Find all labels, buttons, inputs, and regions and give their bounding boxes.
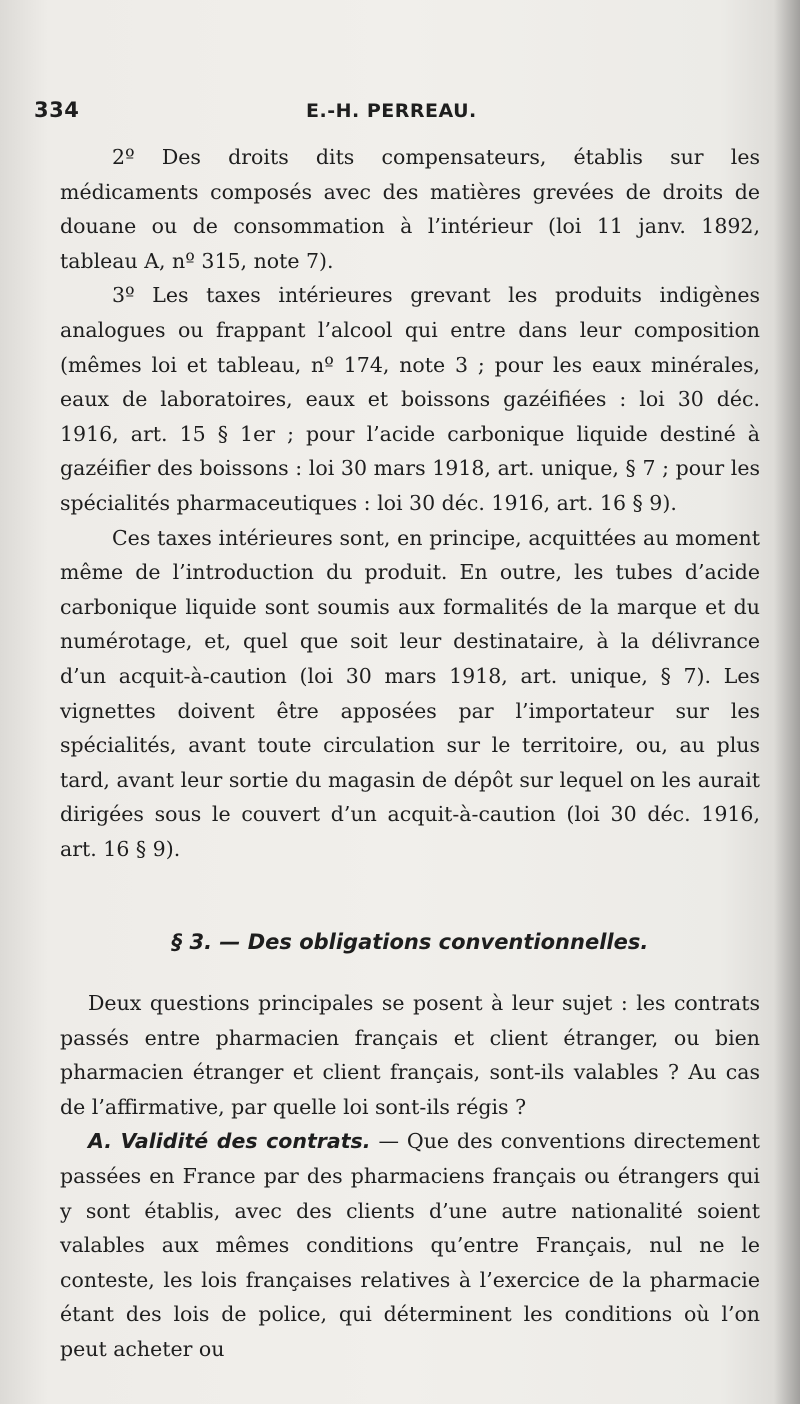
- paragraph-ces-taxes: Ces taxes intérieures sont, en principe, acquittées au moment même de l’introduction du produit. En outre, les tubes d’acide carbonique liquide sont soumis aux formalités de la marque et du numérotage, et, quel que soit leur destinataire, à la délivrance d’un acquit-à-caution (loi 30 mars 1918, art. unique, § 7). Les vignettes doivent être apposées par l’importateur sur les spécialités, avant toute circulation sur le territoire, ou, au plus tard, avant leur sortie du magasin de dépôt sur lequel on les aurait dirigées sous le couvert d’un acquit-à-caution (loi 30 déc. 1916, art. 16 § 9).: [60, 525, 760, 861]
- paragraph-validite-contrats: [60, 1124, 760, 1366]
- page-header: [34, 98, 754, 132]
- section-body-text: [60, 986, 760, 1367]
- paragraph-droits-compensateurs: 2º Des droits dits compensateurs, établis sur les médicaments composés avec des matières grevées de droits de douane ou de consommation à l’intérieur (loi 11 janv. 1892, tableau A, nº 315, note 7).: [60, 145, 760, 273]
- paragraph-deux-questions: Deux questions principales se posent à leur sujet : les contrats passés entre pharmacien français et client étranger, ou bien pharmacien étranger et client français, sont-ils valables ? Au cas de l’affirmative, par quelle loi sont-ils régis ?: [60, 991, 760, 1119]
- page-edge-shadow: [774, 0, 800, 1404]
- running-head: E.-H. PERREAU.: [306, 100, 477, 122]
- main-body-text: [60, 140, 760, 866]
- subsection-text: — Que des conventions directement passées en France par des pharmaciens français ou étrangers qui y sont établis, avec des clients d’une autre nationalité soient valables aux mêmes conditions qu’entre Français, nul ne le conteste, les lois françaises relatives à l’exercice de la pharmacie étant des lois de police, qui déterminent les conditions où l’on peut acheter ou: [60, 1129, 760, 1361]
- section-heading: § 3. — Des obligations conventionnelles.: [171, 930, 649, 954]
- paragraph-taxes-interieures: 3º Les taxes intérieures grevant les produits indigènes analogues ou frappant l’alcool qui entre dans leur composition (mêmes loi et tableau, nº 174, note 3 ; pour les eaux minérales, eaux de laboratoires, eaux et boissons gazéifiées : loi 30 déc. 1916, art. 15 § 1er ; pour l’acide carbonique liquide destiné à gazéifier des boissons : loi 30 mars 1918, art. unique, § 7 ; pour les spécialités pharmaceutiques : loi 30 déc. 1916, art. 16 § 9).: [60, 283, 760, 515]
- subsection-lead: A. Validité des contrats.: [88, 1129, 371, 1154]
- page-number: 334: [34, 98, 80, 122]
